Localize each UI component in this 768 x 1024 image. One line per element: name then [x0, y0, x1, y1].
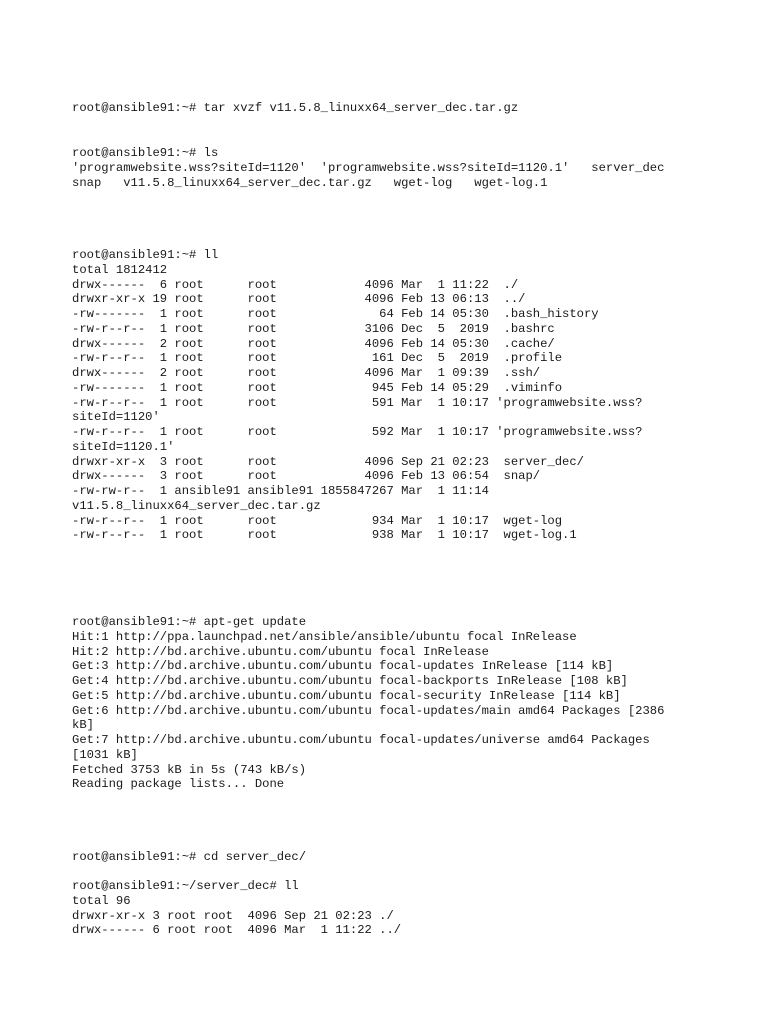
terminal-line: [1031 kB]: [72, 747, 138, 762]
terminal-line: drwx------ 6 root root 4096 Mar 1 11:22 ./: [72, 277, 519, 292]
terminal-line: Get:7 http://bd.archive.ubuntu.com/ubuntu focal-updates/universe amd64 Packages: [72, 733, 650, 747]
ll-server-dec-block: [72, 879, 401, 938]
terminal-line: -rw-rw-r-- 1 ansible91 ansible91 1855847267 Mar 1 11:14: [72, 484, 489, 498]
terminal-line: -rw-r--r-- 1 root root 161 Dec 5 2019 .profile: [72, 351, 563, 366]
cd-command-block: [72, 850, 306, 865]
tar-command-block: [72, 101, 518, 116]
terminal-line: root@ansible91:~/server_dec# ll: [72, 879, 299, 893]
terminal-line: -rw------- 1 root root 945 Feb 14 05:29 .viminfo: [72, 380, 563, 395]
ls-command-block: [72, 146, 664, 190]
terminal-line: -rw-r--r-- 1 root root 938 Mar 1 10:17 wget-log.1: [72, 528, 577, 543]
terminal-line: kB]: [72, 718, 94, 733]
terminal-line: -rw-r--r-- 1 root root 934 Mar 1 10:17 wget-log: [72, 513, 563, 528]
terminal-line: Reading package lists... Done: [72, 777, 285, 792]
terminal-line: drwxr-xr-x 3 root root 4096 Sep 21 02:23 ./: [72, 908, 394, 923]
terminal-line: Get:5 http://bd.archive.ubuntu.com/ubuntu focal-security InRelease [114 kB]: [72, 688, 621, 703]
terminal-line: Hit:1 http://ppa.launchpad.net/ansible/ansible/ubuntu focal InRelease: [72, 629, 577, 644]
terminal-line: drwx------ 2 root root 4096 Feb 14 05:30 .cache/: [72, 336, 555, 351]
terminal-line: root@ansible91:~# tar xvzf v11.5.8_linuxx64_server_dec.tar.gz: [72, 101, 519, 115]
terminal-line: total 1812412: [72, 262, 168, 277]
terminal-line: drwxr-xr-x 19 root root 4096 Feb 13 06:13 ../: [72, 292, 526, 307]
terminal-line: Get:3 http://bd.archive.ubuntu.com/ubuntu focal-updates InRelease [114 kB]: [72, 659, 614, 674]
terminal-line: drwx------ 3 root root 4096 Feb 13 06:54 snap/: [72, 469, 541, 484]
terminal-line: Hit:2 http://bd.archive.ubuntu.com/ubuntu focal InRelease: [72, 644, 489, 659]
terminal-line: -rw-r--r-- 1 root root 3106 Dec 5 2019 .bashrc: [72, 321, 555, 336]
terminal-line: root@ansible91:~# ll: [72, 248, 219, 262]
apt-update-block: [72, 615, 664, 792]
terminal-line: drwx------ 2 root root 4096 Mar 1 09:39 .ssh/: [72, 366, 541, 380]
terminal-line: root@ansible91:~# ls: [72, 146, 219, 160]
terminal-line: snap v11.5.8_linuxx64_server_dec.tar.gz wget-log wget-log.1: [72, 175, 548, 190]
terminal-line: root@ansible91:~# cd server_dec/: [72, 850, 307, 864]
terminal-line: Get:4 http://bd.archive.ubuntu.com/ubuntu focal-backports InRelease [108 kB]: [72, 674, 628, 688]
terminal-line: drwxr-xr-x 3 root root 4096 Sep 21 02:23 server_dec/: [72, 454, 584, 469]
terminal-line: -rw------- 1 root root 64 Feb 14 05:30 .bash_history: [72, 307, 599, 321]
terminal-line: Fetched 3753 kB in 5s (743 kB/s): [72, 762, 307, 777]
terminal-line: total 96: [72, 893, 131, 908]
terminal-line: Get:6 http://bd.archive.ubuntu.com/ubuntu focal-updates/main amd64 Packages [2386: [72, 703, 665, 718]
ll-command-block: [72, 248, 642, 543]
terminal-line: root@ansible91:~# apt-get update: [72, 615, 307, 629]
terminal-line: siteId=1120': [72, 410, 160, 425]
terminal-line: v11.5.8_linuxx64_server_dec.tar.gz: [72, 498, 321, 513]
terminal-line: drwx------ 6 root root 4096 Mar 1 11:22 ../: [72, 923, 402, 938]
terminal-line: -rw-r--r-- 1 root root 592 Mar 1 10:17 'programwebsite.wss?: [72, 425, 643, 439]
terminal-line: 'programwebsite.wss?siteId=1120' 'programwebsite.wss?siteId=1120.1' server_dec: [72, 160, 665, 175]
terminal-line: siteId=1120.1': [72, 439, 175, 454]
terminal-line: -rw-r--r-- 1 root root 591 Mar 1 10:17 'programwebsite.wss?: [72, 395, 643, 410]
